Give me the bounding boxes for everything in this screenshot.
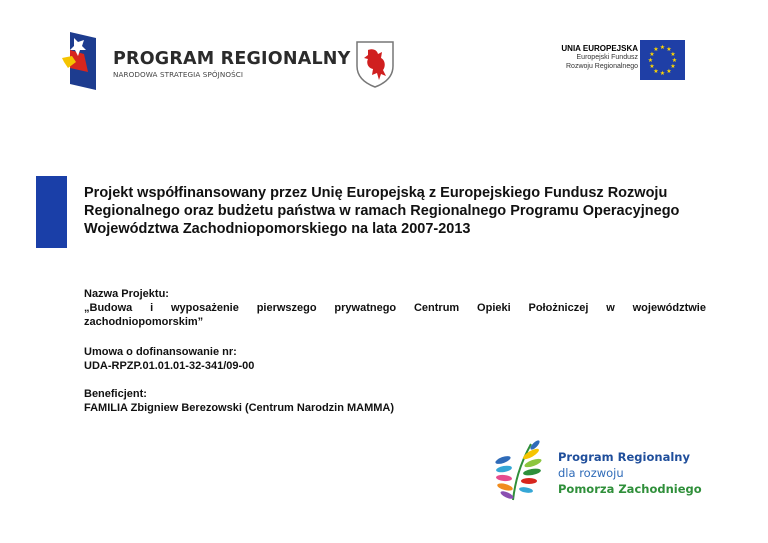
svg-text:★: ★ (666, 68, 672, 75)
svg-text:★: ★ (671, 57, 678, 64)
headline-line-1: Projekt współfinansowany przez Unię Europejską z Europejskiego Fundusz Rozwoju (84, 185, 668, 201)
svg-text:★: ★ (649, 63, 655, 70)
project-name-line-2: zachodniopomorskim” (84, 316, 204, 328)
svg-text:★: ★ (659, 70, 666, 77)
cofinancing-headline (84, 184, 724, 238)
headline-line-2: Regionalnego oraz budżetu państwa w ramach Regionalnego Programu Operacyjnego (84, 203, 680, 219)
pomorze-logo-line-1: Program Regionalny (558, 450, 690, 464)
project-section (84, 287, 706, 329)
project-word: i (150, 302, 154, 314)
beneficiary-label: Beneficjent: (84, 388, 147, 400)
agreement-section (84, 345, 706, 373)
project-word: wyposażenie (171, 302, 239, 314)
agreement-label: Umowa o dofinansowanie nr: (84, 346, 237, 358)
svg-text:★: ★ (666, 46, 672, 53)
svg-text:★: ★ (647, 57, 654, 64)
eu-fund-line2: Rozwoju Regionalnego (566, 63, 638, 70)
eu-fund-line1: Europejski Fundusz (576, 54, 638, 61)
project-label: Nazwa Projektu: (84, 288, 169, 300)
project-name-line-1 (84, 301, 706, 315)
accent-bar (36, 176, 67, 248)
program-logo-title: PROGRAM REGIONALNY (113, 49, 351, 69)
headline-line-3: Województwa Zachodniopomorskiego na lata 2007-2013 (84, 221, 471, 237)
program-logo-subtitle: NARODOWA STRATEGIA SPÓJNOŚCI (113, 70, 244, 79)
pomorze-logo-text (558, 449, 702, 497)
pomorze-logo-line-2: dla rozwoju (558, 466, 624, 480)
project-word: pierwszego (256, 302, 317, 314)
beneficiary-section (84, 387, 706, 415)
svg-text:★: ★ (653, 46, 659, 53)
project-word: województwie (632, 302, 706, 314)
project-word: Centrum (413, 302, 460, 314)
eu-logo-text (520, 44, 638, 71)
eu-flag-icon (640, 40, 685, 80)
project-word: „Budowa (84, 302, 133, 314)
svg-text:★: ★ (649, 51, 655, 58)
svg-text:★: ★ (653, 68, 659, 75)
agreement-number: UDA-RPZP.01.01.01-32-341/09-00 (84, 360, 255, 372)
svg-text:★: ★ (659, 44, 666, 51)
project-word: prywatnego (334, 302, 397, 314)
beneficiary-name: FAMILIA Zbigniew Berezowski (Centrum Narodzin MAMMA) (84, 402, 395, 414)
griffin-coat-of-arms-icon (355, 40, 395, 88)
svg-text:★: ★ (670, 51, 676, 58)
project-word: w (606, 302, 615, 314)
leaf-branch-logo-icon (495, 438, 555, 502)
program-regionalny-emblem-icon (62, 32, 96, 90)
project-word: Opieki (477, 302, 511, 314)
svg-text:★: ★ (670, 63, 676, 70)
project-word: Położniczej (528, 302, 589, 314)
pomorze-logo-line-3: Pomorza Zachodniego (558, 482, 702, 496)
eu-title: UNIA EUROPEJSKA (561, 44, 638, 53)
